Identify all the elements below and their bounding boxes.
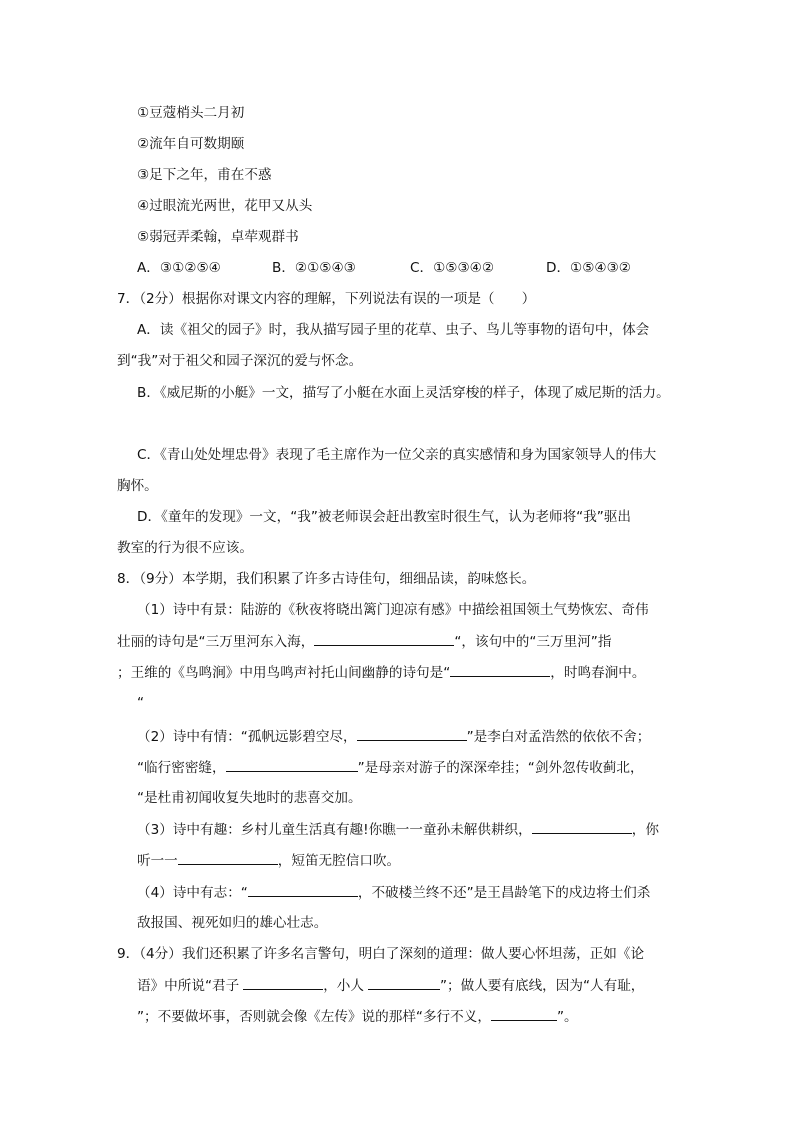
answer-blank[interactable] [357, 726, 467, 741]
q8-part1-line2 [117, 631, 611, 652]
q7-option-d-line2: 教室的行为很不应该。 [117, 540, 253, 556]
answer-blank[interactable] [226, 757, 358, 772]
q9-text: ”；不要做坏事，否则就会像《左传》说的那样“多行不义， [137, 1009, 491, 1025]
q9-text: ”。 [556, 1009, 578, 1025]
answer-blank[interactable] [178, 850, 278, 865]
q8-part3-text: 听一一 [137, 853, 178, 869]
q6-item-3: ③足下之年，甫在不惑 [137, 167, 272, 183]
q8-part2-line3: “是杜甫初闻收复失地时的悲喜交加。 [137, 790, 362, 806]
q6-option-a: A．③①②⑤④ [137, 260, 221, 276]
q8-part3-text: ，短笛无腔信口吹。 [277, 853, 401, 869]
q8-part2-text: ”是母亲对游子的深深牵挂；“剑外忽传收蓟北， [357, 760, 644, 776]
q8-part2-line2 [137, 757, 644, 778]
q8-part1-line3 [117, 662, 645, 683]
answer-blank[interactable] [368, 975, 440, 990]
answer-blank[interactable] [314, 631, 454, 646]
answer-blank[interactable] [450, 662, 550, 677]
q8-part4-line2: 敌报国、视死如归的雄心壮志。 [137, 915, 328, 931]
q8-part1-line4: “ [137, 695, 145, 711]
q8-part4-text: ，不破楼兰终不还”是王昌龄笔下的戍边将士们杀 [357, 885, 651, 901]
q6-option-d: D．①⑤④③② [546, 260, 631, 276]
q8-part2-text: “临行密密缝， [137, 760, 226, 776]
q7-option-b: B．《威尼斯的小艇》一文，描写了小艇在水面上灵活穿梭的样子，体现了威尼斯的活力。 [137, 385, 670, 401]
q8-part2-text: （2）诗中有情：“孤帆远影碧空尽， [137, 729, 357, 745]
q9-text: ”；做人要有底线，因为“人有耻， [439, 978, 645, 994]
q9-text: ，小人 [323, 978, 364, 994]
q8-part1-text: ；王维的《鸟鸣涧》中用鸟鸣声衬托山间幽静的诗句是“ [117, 665, 451, 681]
q6-option-b: B．②①⑤④③ [272, 260, 356, 276]
q7-option-c-line1: C．《青山处处埋忠骨》表现了毛主席作为一位父亲的真实感情和身为国家领导人的伟大 [137, 447, 657, 463]
q7-option-d-line1: D．《童年的发现》一文，“我”被老师误会赶出教室时很生气，认为老师将“我”驱出 [137, 509, 632, 525]
q8-part4-text: （4）诗中有志：“ [137, 885, 248, 901]
q7-stem: 7．（2分）根据你对课文内容的理解，下列说法有误的一项是（ ） [117, 291, 536, 307]
q8-part3-text: ，你 [631, 822, 659, 838]
q8-part1-line1: （1）诗中有景：陆游的《秋夜将晓出篱门迎凉有感》中描绘祖国领土气势恢宏、奇伟 [137, 602, 649, 618]
q7-option-a-line1: A．读《祖父的园子》时，我从描写园子里的花草、虫子、鸟儿等事物的语句中，体会 [137, 322, 650, 338]
q8-part4-line1 [137, 882, 650, 903]
q8-part2-text: ”是李白对孟浩然的依依不舍； [466, 729, 651, 745]
q9-line1: 9．（4分）我们还积累了许多名言警句，明白了深刻的道理：做人要心怀坦荡，正如《论 [117, 946, 645, 962]
q9-line3 [137, 1006, 578, 1027]
q8-part3-text: （3）诗中有趣：乡村儿童生活真有趣!你瞧一一童孙未解供耕织， [137, 822, 532, 838]
q6-option-c: C．①⑤③④② [410, 260, 495, 276]
q8-part1-text: ，时鸣春涧中。 [550, 665, 646, 681]
answer-blank[interactable] [491, 1006, 557, 1021]
q9-text: 语》中所说“君子 [137, 978, 240, 994]
q7-option-a-line2: 到“我”对于祖父和园子深沉的爱与怀念。 [117, 353, 363, 369]
q9-line2 [137, 975, 644, 996]
answer-blank[interactable] [248, 882, 358, 897]
q7-option-c-line2: 胸怀。 [117, 478, 158, 494]
q8-part1-text: “，该句中的“三万里河”指 [454, 634, 612, 650]
q8-part1-text: 壮丽的诗句是“三万里河东入海， [117, 634, 315, 650]
q8-stem: 8．（9分）本学期，我们积累了许多古诗佳句，细细品读，韵味悠长。 [117, 571, 536, 587]
q6-item-1: ①豆蔻梢头二月初 [137, 105, 245, 121]
answer-blank[interactable] [243, 975, 323, 990]
q6-item-2: ②流年自可数期颐 [137, 136, 245, 152]
q8-part3-line2 [137, 850, 400, 871]
q8-part2-line1 [137, 726, 650, 747]
q8-part3-line1 [137, 819, 659, 840]
answer-blank[interactable] [532, 819, 632, 834]
q6-item-5: ⑤弱冠弄柔翰，卓荦观群书 [137, 229, 299, 245]
q6-item-4: ④过眼流光两世，花甲又从头 [137, 198, 313, 214]
